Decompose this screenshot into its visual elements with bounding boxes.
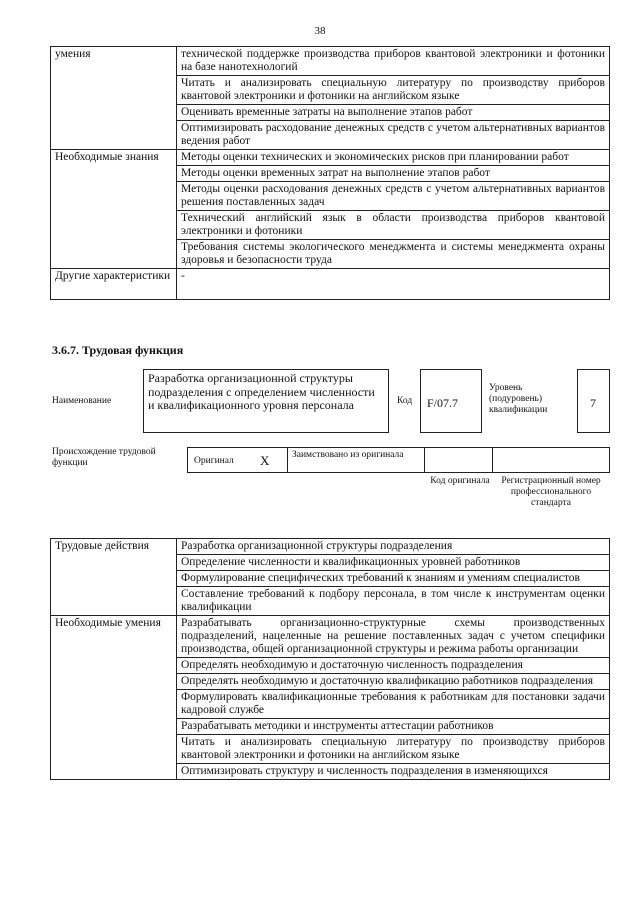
code-label: Код	[397, 396, 413, 406]
table-cell: Разрабатывать организационно-структурные схемы производственных подразделений, нацеленные на решение поставленных задач с учетом специфики производства, общей организационной структуры и режима работы организации	[177, 616, 610, 658]
table-cell: Технический английский язык в области производства приборов квантовой электроники и фотоники	[177, 211, 610, 240]
table-cell: Методы оценки технических и экономических рисков при планировании работ	[177, 150, 610, 166]
table-cell: Методы оценки временных затрат на выполнение этапов работ	[177, 166, 610, 182]
table-row	[51, 616, 610, 658]
code-value: F/07.7	[427, 396, 459, 410]
borrowed-label: Заимствовано из оригинала	[292, 450, 404, 460]
table-cell: -	[177, 269, 610, 300]
origin-row	[187, 447, 610, 473]
table-cell: технической поддержке производства приборов квантовой электроники и фотоники на базе нанотехнологий	[177, 47, 610, 76]
function-name-box	[143, 369, 389, 433]
level-label: Уровень (подуровень) квалификации	[489, 383, 548, 415]
table-cell: Оценивать временные затраты на выполнение этапов работ	[177, 105, 610, 121]
table-row	[51, 269, 610, 300]
table-cell: Составление требований к подбору персонала, в том числе к инструментам оценки квалификации	[177, 587, 610, 616]
row-label: Трудовые действия	[51, 539, 177, 616]
reg-number-caption: Регистрационный номер профессионального стандарта	[501, 476, 601, 508]
code-box	[420, 369, 482, 433]
origin-label: Происхождение трудовой функции	[52, 447, 156, 468]
code-original-caption: Код оригинала	[430, 476, 490, 486]
page-number: 38	[314, 25, 326, 37]
original-mark: X	[260, 453, 270, 468]
table-cell: Формулирование специфических требований к знаниям и умениям специалистов	[177, 571, 610, 587]
table-cell: Оптимизировать структуру и численность подразделения в изменяющихся	[177, 764, 610, 780]
code-original-cell	[425, 448, 493, 472]
table-cell: Читать и анализировать специальную литературу по производству приборов квантовой электроники и фотоники на английском языке	[177, 735, 610, 764]
table-cell: Оптимизировать расходование денежных средств с учетом альтернативных вариантов ведения работ	[177, 121, 610, 150]
table-row	[51, 47, 610, 76]
table-cell: Формулировать квалификационные требования к работникам для постановки задачи кадровой службе	[177, 690, 610, 719]
table-row	[51, 539, 610, 555]
name-label: Наименование	[52, 396, 112, 406]
table-cell: Определять необходимую и достаточную численность подразделения	[177, 658, 610, 674]
function-name: Разработка организационной структуры подразделения с определением численности и квалификационного уровня персонала	[148, 371, 375, 412]
row-label: умения	[51, 47, 177, 150]
level-value: 7	[590, 396, 596, 410]
level-box	[577, 369, 610, 433]
table-row	[51, 150, 610, 166]
reg-number-cell	[493, 448, 609, 472]
row-label: Необходимые умения	[51, 616, 177, 780]
skills-knowledge-table	[50, 46, 610, 300]
table-cell: Методы оценки расходования денежных средств с учетом альтернативных вариантов решения поставленных задач	[177, 182, 610, 211]
table-cell: Определять необходимую и достаточную квалификацию работников подразделения	[177, 674, 610, 690]
row-label: Другие характеристики	[51, 269, 177, 300]
original-label: Оригинал	[194, 456, 234, 466]
original-cell	[188, 448, 288, 472]
table-cell: Требования системы экологического менеджмента и системы менеджмента охраны здоровья и безопасности труда	[177, 240, 610, 269]
table-cell: Разработка организационной структуры подразделения	[177, 539, 610, 555]
labor-actions-table	[50, 538, 610, 780]
table-cell: Разрабатывать методики и инструменты аттестации работников	[177, 719, 610, 735]
table-cell: Определение численности и квалификационных уровней работников	[177, 555, 610, 571]
table-cell: Читать и анализировать специальную литературу по производству приборов квантовой электроники и фотоники на английском языке	[177, 76, 610, 105]
section-heading: 3.6.7. Трудовая функция	[52, 343, 184, 357]
row-label: Необходимые знания	[51, 150, 177, 269]
borrowed-cell	[288, 448, 425, 472]
